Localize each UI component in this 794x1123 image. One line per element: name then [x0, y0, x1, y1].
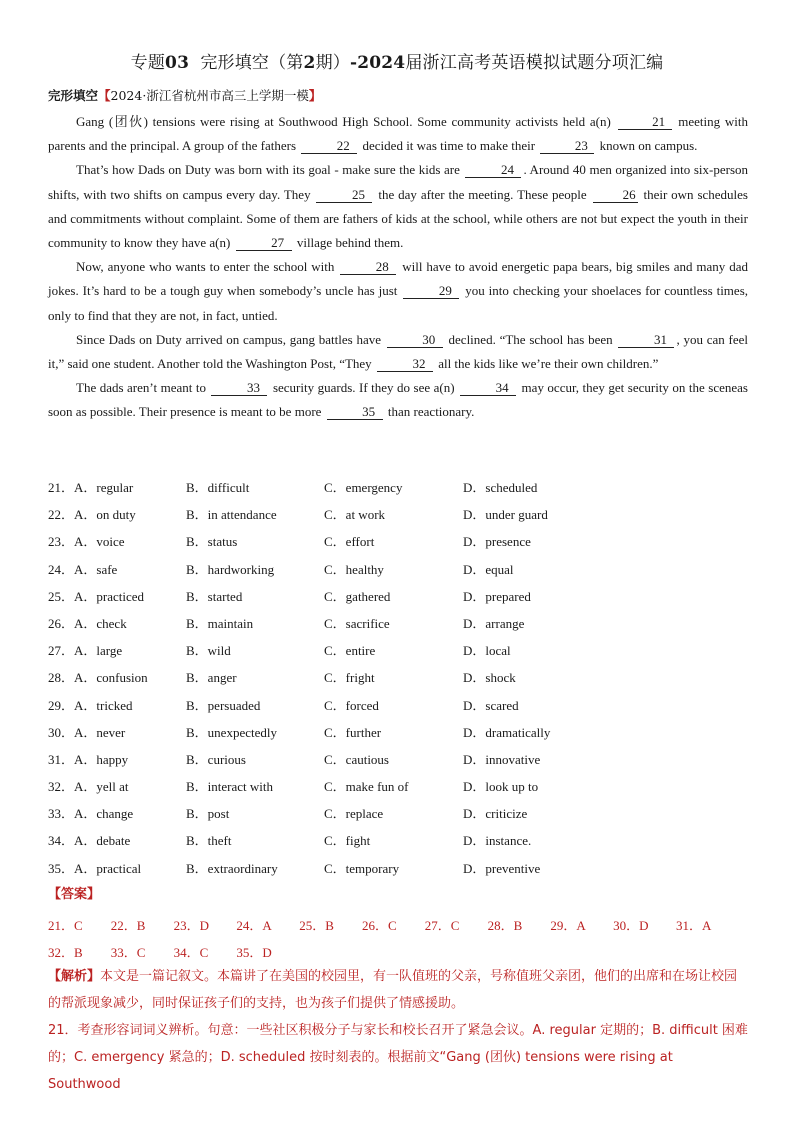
option-row: [48, 664, 768, 691]
bracket-close: 】: [308, 88, 322, 103]
section-header: [48, 86, 321, 104]
page-title: [0, 48, 794, 73]
blank-26: 26: [593, 188, 638, 203]
blank-27: 27: [236, 236, 292, 251]
answer-item: 26．C: [361, 918, 397, 933]
option-b: B．post: [186, 806, 230, 822]
option-b: B．anger: [186, 670, 237, 686]
title-issue: 2: [303, 53, 316, 73]
passage-text: The dads aren’t meant to: [76, 380, 210, 396]
section-source: 2024·浙江省杭州市高三上学期一模: [110, 88, 309, 103]
option-b: B．extraordinary: [186, 860, 278, 876]
option-a: 29．A．tricked: [48, 697, 133, 713]
option-d: D．equal: [463, 561, 514, 577]
answer-item: 21．C: [48, 918, 83, 933]
analysis-summary: [48, 963, 748, 1017]
passage-text: declined. “The school has been: [444, 331, 617, 347]
answer-item: 22．B: [110, 918, 146, 933]
option-row: [48, 746, 768, 773]
answer-item: 25．B: [299, 918, 334, 933]
passage-text: village behind them.: [293, 235, 404, 251]
option-b: B．wild: [186, 643, 231, 659]
option-b: B．difficult: [186, 480, 250, 495]
option-a: 23．A．voice: [48, 534, 125, 550]
option-c: C．forced: [324, 697, 379, 713]
option-row: [48, 610, 768, 637]
answer-item: 27．C: [424, 918, 460, 933]
passage-text: known on campus.: [596, 138, 698, 154]
answer-item: 29．A: [550, 918, 586, 933]
paragraph-4: [48, 328, 748, 376]
option-c: C．sacrifice: [324, 615, 390, 631]
title-rest: 届浙江高考英语模拟试题分项汇编: [405, 53, 664, 73]
blank-31: 31: [618, 333, 674, 348]
passage-text: you into checking your shoelaces for countless times, only to find that they are not, in fact, untied.: [48, 283, 748, 323]
option-b: B．hardworking: [186, 561, 275, 577]
title-year: -2024: [349, 53, 406, 73]
option-a: 32．A．yell at: [48, 779, 129, 795]
option-row: [48, 474, 768, 501]
option-d: D．under guard: [463, 507, 548, 523]
analysis-q21: 21．考查形容词词义辨析。句意：一些社区积极分子与家长和校长召开了紧急会议。A. regular 定期的；B. difficult 困难的；C. emergency 紧急的；D. scheduled 按时刻表的。根据前文“Gang (团伙) tensions were rising at Southwood: [48, 1023, 748, 1092]
option-b: B．persuaded: [186, 697, 261, 713]
option-c: C．fight: [324, 833, 371, 849]
option-c: C．effort: [324, 534, 375, 550]
passage-text: . Around 40 men organized into six-person shifts, with two shifts on campus every day. They: [48, 162, 749, 202]
passage-text: decided it was time to make their: [359, 138, 539, 154]
option-b: B．status: [186, 534, 238, 550]
option-b: B．in attendance: [186, 507, 277, 523]
passage-text: all the kids like we’re their own children.”: [434, 356, 659, 372]
option-d: D．dramatically: [463, 724, 551, 740]
blank-29: 29: [403, 284, 459, 299]
option-row: [48, 855, 768, 882]
passage-text: , you can feel it,” said one student. Another told the Washington Post, “They: [48, 331, 749, 372]
option-c: C．further: [324, 724, 382, 740]
title-middle: 完形填空（第: [200, 53, 304, 73]
answer-item: 33．C: [110, 945, 146, 960]
section-label: 完形填空: [48, 88, 99, 103]
option-c: C．healthy: [324, 561, 384, 577]
answer-item: 34．C: [173, 945, 209, 960]
paragraph-1: [48, 110, 748, 158]
paragraph-2: [48, 158, 748, 255]
option-row: [48, 719, 768, 746]
passage-text: the day after the meeting. These people: [374, 186, 591, 202]
option-d: D．presence: [463, 534, 531, 550]
option-d: D．prepared: [463, 588, 531, 604]
passage-text: will have to avoid energetic papa bears, big smiles and many dad jokes. It’s hard to be a tough guy when somebody’s uncle has just: [48, 259, 748, 299]
answer-item: 30．D: [613, 918, 649, 933]
passage-text: may occur, they get security on the sceneas soon as possible. Their presence is meant to be more: [48, 380, 748, 420]
option-row: [48, 827, 768, 854]
option-a: 24．A．safe: [48, 561, 118, 577]
answer-heading: 【答案】: [48, 887, 101, 902]
answer-item: 23．D: [173, 918, 209, 933]
option-row: [48, 773, 768, 800]
option-a: 28．A．confusion: [48, 670, 148, 686]
option-d: D．scared: [463, 697, 519, 713]
blank-28: 28: [340, 260, 396, 275]
passage-text: Since Dads on Duty arrived on campus, gang battles have: [76, 331, 385, 347]
title-mid: 期）: [315, 53, 350, 73]
option-row: [48, 528, 768, 555]
blank-34: 34: [460, 381, 516, 396]
option-row: [48, 501, 768, 528]
option-d: D．local: [463, 643, 511, 659]
paragraph-3: [48, 255, 748, 328]
answer-item: 35．D: [236, 945, 272, 960]
option-b: B．interact with: [186, 779, 274, 795]
option-a: 33．A．change: [48, 806, 134, 822]
passage-text: meeting with parents and the principal. A group of the fathers: [48, 114, 748, 154]
option-d: D．shock: [463, 670, 516, 686]
option-a: 26．A．check: [48, 615, 127, 631]
option-row: [48, 692, 768, 719]
blank-24: 24: [465, 163, 521, 178]
option-d: D．instance.: [463, 833, 532, 849]
title-num: 03: [165, 53, 190, 73]
option-c: C．temporary: [324, 860, 400, 876]
option-c: C．make fun of: [324, 779, 409, 795]
answer-item: 31．A: [675, 918, 712, 933]
option-row: [48, 800, 768, 827]
option-row: [48, 637, 768, 664]
option-c: C．gathered: [324, 588, 391, 604]
analysis-tag: 【解析】: [48, 969, 101, 984]
blank-23: 23: [540, 139, 594, 154]
analysis-section: [48, 963, 748, 1098]
option-b: B．unexpectedly: [186, 724, 277, 740]
option-d: D．scheduled: [463, 480, 538, 495]
options-list: [48, 474, 768, 882]
option-c: C．entire: [324, 643, 376, 659]
option-c: C．replace: [324, 806, 384, 822]
option-d: D．preventive: [463, 860, 541, 876]
passage-text: That’s how Dads on Duty was born with its goal - make sure the kids are: [76, 162, 464, 178]
option-b: B．theft: [186, 833, 232, 849]
cloze-passage: [48, 110, 748, 425]
blank-22: 22: [301, 139, 357, 154]
option-a: 34．A．debate: [48, 833, 131, 849]
option-b: B．started: [186, 588, 243, 604]
analysis-summary-text: 本文是一篇记叙文。本篇讲了在美国的校园里，有一队值班的父亲，号称值班父亲团，他们的出席和在场让校园的帮派现象减少，同时保证孩子们的支持，也为孩子们提供了情感援助。: [48, 969, 738, 1011]
option-d: D．innovative: [463, 751, 541, 767]
passage-text: than reactionary.: [384, 404, 475, 420]
option-b: B．maintain: [186, 615, 254, 631]
bracket-open: 【: [98, 88, 111, 103]
option-d: D．arrange: [463, 615, 525, 631]
paragraph-5: [48, 376, 748, 424]
answer-item: 24．A: [236, 918, 272, 933]
option-row: [48, 556, 768, 583]
option-c: C．fright: [324, 670, 375, 686]
blank-33: 33: [211, 381, 267, 396]
answer-key: [48, 912, 748, 966]
passage-text: their own schedules and commitments without complaint. Some of them are fathers of kids at the school, while others are not but expect the youth in their community to know they have a(n): [48, 186, 748, 251]
option-b: B．curious: [186, 751, 246, 767]
option-a: 25．A．practiced: [48, 588, 145, 604]
blank-32: 32: [377, 357, 433, 372]
option-d: D．criticize: [463, 806, 528, 822]
option-a: 22．A．on duty: [48, 507, 136, 523]
option-row: [48, 583, 768, 610]
option-a: 30．A．never: [48, 724, 126, 740]
option-a: 31．A．happy: [48, 751, 129, 767]
option-a: 27．A．large: [48, 643, 123, 659]
blank-25: 25: [316, 188, 372, 203]
option-c: C．emergency: [324, 480, 403, 495]
passage-text: Now, anyone who wants to enter the school with: [76, 259, 339, 275]
option-d: D．look up to: [463, 779, 539, 795]
answer-item: 32．B: [48, 945, 83, 960]
passage-text: security guards. If they do see a(n): [269, 380, 459, 396]
option-c: C．cautious: [324, 751, 389, 767]
answer-item: 28．B: [487, 918, 523, 933]
option-a: 21．A．regular: [48, 480, 134, 495]
blank-35: 35: [327, 405, 383, 420]
title-prefix: 专题: [130, 53, 166, 73]
blank-30: 30: [387, 333, 443, 348]
passage-text: Gang (团伙) tensions were rising at Southwood High School. Some community activists held a(n): [76, 114, 616, 129]
option-a: 35．A．practical: [48, 860, 142, 876]
blank-21: 21: [618, 115, 672, 130]
option-c: C．at work: [324, 507, 386, 523]
